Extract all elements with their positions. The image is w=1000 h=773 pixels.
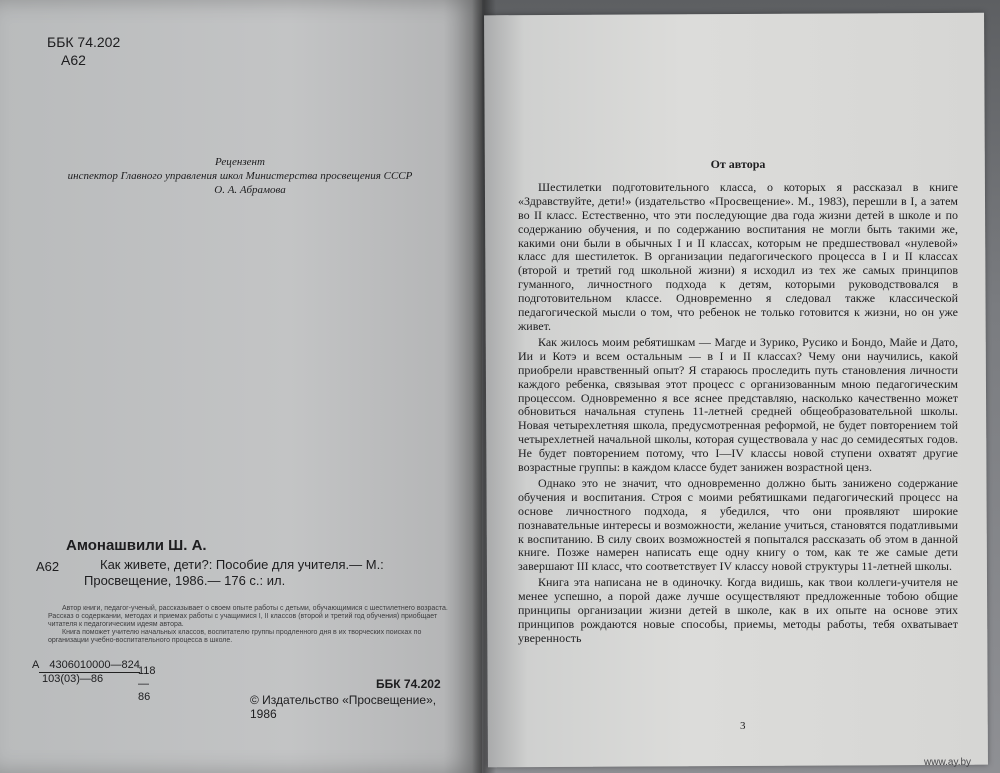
formula-side: 118—86	[138, 665, 156, 703]
preface-paragraph: Книга эта написана не в одиночку. Когда видишь, как твои коллеги-учителя не менее успешно, а порой даже лучше осуществляют предложенные тобою общие принципы организации жизни детей в школе, как в их опыте на основе этих принципов рождаются новые способы, приемы, методы работы, тебя охватывает уверенность	[518, 575, 958, 645]
print-formula	[32, 659, 156, 703]
card-author: Амонашвили Ш. А.	[66, 537, 207, 554]
reviewer-position: инспектор Главного управления школ Министерства просвещения СССР	[67, 170, 413, 182]
preface-heading: От автора	[710, 157, 766, 171]
formula-top: 4306010000—824	[39, 659, 140, 673]
annotation-paragraph: Автор книги, педагог-ученый, рассказывает о своем опыте работы с детьми, обучающимися с шестилетнего возраста. Рассказ о содержании, методах и приемах работы с учащимися I, II классов (второй и третий год обучения) приобщает читателя к педагогическим идеям автора.	[48, 605, 448, 628]
bbk-bottom: ББК 74.202	[376, 677, 441, 691]
reviewer-block	[30, 155, 450, 197]
reviewer-label: Рецензент	[215, 156, 265, 168]
copyright-line: © Издательство «Просвещение», 1986	[250, 693, 437, 721]
formula-bottom: 103(03)—86	[42, 673, 104, 685]
preface-paragraph: Как жилось моим ребятишкам — Магде и Зурико, Русико и Бондо, Майе и Дато, Ии и Котэ и всем остальным — в I и II классах? Чему они научились, какой приобрели нравственный опыт? Я стараюсь проследить путь становления личности каждого ребенка, связывая этот процесс с организованным мною педагогическим процессом. Одновременно я все яснее представляю, насколько качественно может обновиться начальная ступень 11-летней средней общеобразовательной школы. Новая четырехлетняя школа, предусмотренная реформой, не будет повторением той четырехлетней начальной школы, которая существовала у нас до семидесятых годов. Не будет повторением потому, что I—IV классы новой ступени охватят другие возрастные группы: в каждом классе будет занижен возрастной ценз.	[518, 334, 958, 475]
left-page	[0, 0, 482, 773]
reviewer-name: О. А. Абрамова	[214, 184, 286, 196]
card-code: А62	[36, 559, 60, 574]
preface-paragraph: Однако это не значит, что одновременно должно быть занижено содержание обучения и воспитания. Строя с моими ребятишками педагогический процесс на основе личностного подхода, я убедился, что они проявляют широкие познавательные интересы и возможности, желание учиться, становятся податливыми к воспитанию. В силу своих возможностей я попытался рассказать об этом в данной книге. Позже намерен написать еще одну книгу о том, как те же самые дети завершают III класс, что соответствует IV классу новой структуры 11-летней школы.	[518, 475, 958, 574]
card-annotation	[48, 605, 460, 645]
preface-paragraph: Шестилетки подготовительного класса, о которых я рассказал в книге «Здравствуйте, дети!» (издательство «Просвещение». М., 1983), перешли в I, а затем во II класс. Естественно, что эти последующие два года жизни детей в школе и по содержанию обучения, и по содержанию воспитания не могли быть такими же, какими они были в обычных I и II классах, которым не предшествовал «нулевой» класс для шестилеток. В организации педагогического процесса в I и II классах (второй и третий год школьной жизни) я исходил из тех же самых принципов гуманного, личностного подхода к детям, которыми руководствовался в подготовительном классе. Одновременно я следовал также классической педагогической мысли о том, что ребенок не только готовится к жизни, но он уже живет.	[518, 179, 958, 333]
site-watermark: www.ay.by	[924, 757, 972, 768]
preface-text	[518, 158, 958, 648]
card-title: Как живете, дети?: Пособие для учителя.— М.: Просвещение, 1986.— 176 с.: ил.	[84, 557, 384, 588]
annotation-paragraph: Книга поможет учителю начальных классов, воспитателю группы продленного дня в их творческих поисках по организации учебно-воспитательного процесса в школе.	[48, 629, 422, 644]
page-number: 3	[740, 720, 746, 732]
author-mark: А62	[61, 52, 86, 68]
bbk-code	[47, 34, 120, 68]
bbk-index: ББК 74.202	[47, 34, 121, 50]
formula-prefix: А	[32, 659, 40, 671]
